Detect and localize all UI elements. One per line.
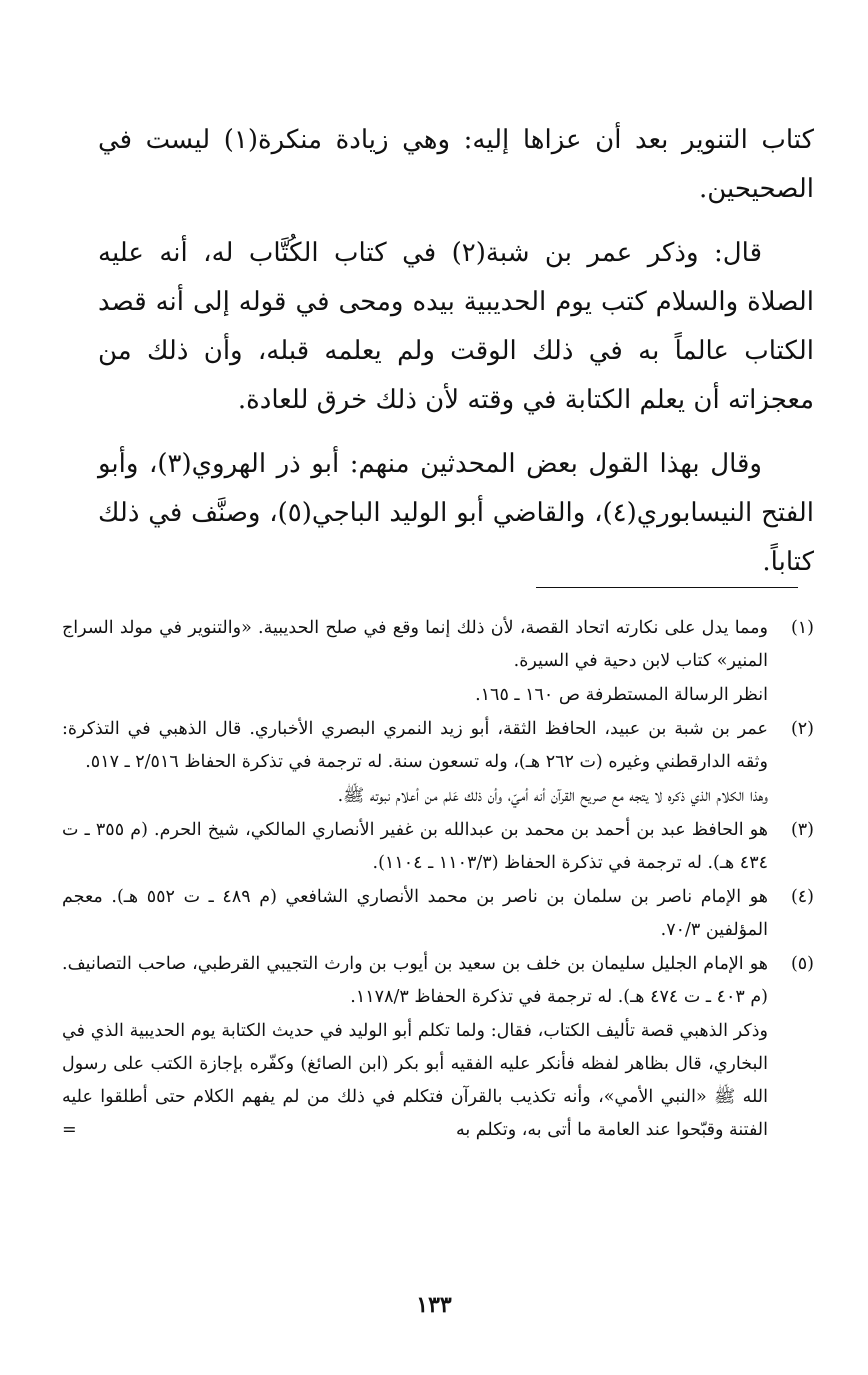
footnote-1	[62, 612, 814, 712]
footnote-number: (٤)	[790, 887, 814, 907]
footnote-text: هو الحافظ عبد بن أحمد بن محمد بن عبدالله بن غفير الأنصاري المالكي، شيخ الحرم. (م ٣٥٥ ـ ت ٤٣٤ هـ). له ترجمة في تذكرة الحفاظ (١١٠٣/٣ ـ ١١٠٤).	[62, 820, 768, 873]
footnote-2	[62, 713, 814, 813]
footnote-number: (١)	[790, 618, 814, 638]
main-paragraph-3: وقال بهذا القول بعض المحدثين منهم: أبو ذر الهروي(٣)، وأبو الفتح النيسابوري(٤)، والقاضي أبو الوليد الباجي(٥)، وصنَّف في ذلك كتاباً.	[98, 449, 814, 577]
footnote-4	[62, 881, 814, 947]
main-paragraph-2: قال: وذكر عمر بن شبة(٢) في كتاب الكُتَّاب له، أنه عليه الصلاة والسلام كتب يوم الحديبية بيده ومحى في قوله إلى أنه قصد الكتاب عالماً به في ذلك الوقت ولم يعلمه قبله، وأن ذلك من معجزاته أن يعلم الكتابة في وقته لأن ذلك خرق للعادة.	[98, 238, 814, 415]
footnote-number: (٣)	[790, 820, 814, 840]
footnote-text: هو الإمام الجليل سليمان بن خلف بن سعيد بن أيوب بن وارث التجيبي القرطبي، صاحب التصانيف. (م ٤٠٣ ـ ت ٤٧٤ هـ). له ترجمة في تذكرة الحفاظ ١١٧٨/٣.	[62, 954, 768, 1007]
footnote-text: وهذا الكلام الذي ذكره لا يتجه مع صريح القرآن أنه أميّ، وأن ذلك عَلم من أعلام نبوته ﷺ.	[337, 786, 768, 806]
footnotes-section	[62, 612, 814, 1148]
footnote-text: وذكر الذهبي قصة تأليف الكتاب، فقال: ولما تكلم أبو الوليد في حديث الكتابة يوم الحديبية الذي في البخاري، قال بظاهر لفظه فأنكر عليه الفقيه أبو بكر (ابن الصائغ) وكفّره بإجازة الكتب على رسول الله ﷺ «النبي الأمي»، وأنه تكذيب بالقرآن فتكلم في ذلك من لم يفهم الكلام حتى أطلقوا عليه الفتنة وقبّحوا عند العامة ما أتى به، وتكلم به	[62, 1021, 768, 1140]
footnote-divider	[536, 587, 798, 588]
footnote-text: هو الإمام ناصر بن سلمان بن ناصر بن محمد الأنصاري الشافعي (م ٤٨٩ ـ ت ٥٥٢ هـ). معجم المؤلفين ٧٠/٣.	[62, 887, 768, 940]
footnote-text: ومما يدل على نكارته اتحاد القصة، لأن ذلك إنما وقع في صلح الحديبية. «والتنوير في مولد السراج المنير» كتاب لابن دحية في السيرة.	[62, 618, 768, 671]
footnote-number: (٢)	[790, 719, 814, 739]
main-paragraph-1: كتاب التنوير بعد أن عزاها إليه: وهي زيادة منكرة(١) ليست في الصحيحين.	[98, 125, 814, 204]
footnote-text: انظر الرسالة المستطرفة ص ١٦٠ ـ ١٦٥.	[475, 685, 768, 705]
footnote-text: عمر بن شبة بن عبيد، الحافظ الثقة، أبو زيد النمري البصري الأخباري. قال الذهبي في التذكرة: وثقه الدارقطني وغيره (ت ٢٦٢ هـ)، وله تسعون سنة. له ترجمة في تذكرة الحفاظ ٢/٥١٦ ـ ٥١٧.	[62, 719, 768, 772]
page-number: ١٣٣	[416, 1292, 452, 1318]
footnote-continuation-mark: =	[62, 1120, 77, 1140]
footnote-5	[62, 948, 814, 1147]
main-text-block	[98, 116, 814, 602]
footnote-3	[62, 814, 814, 880]
footnote-number: (٥)	[790, 954, 814, 974]
